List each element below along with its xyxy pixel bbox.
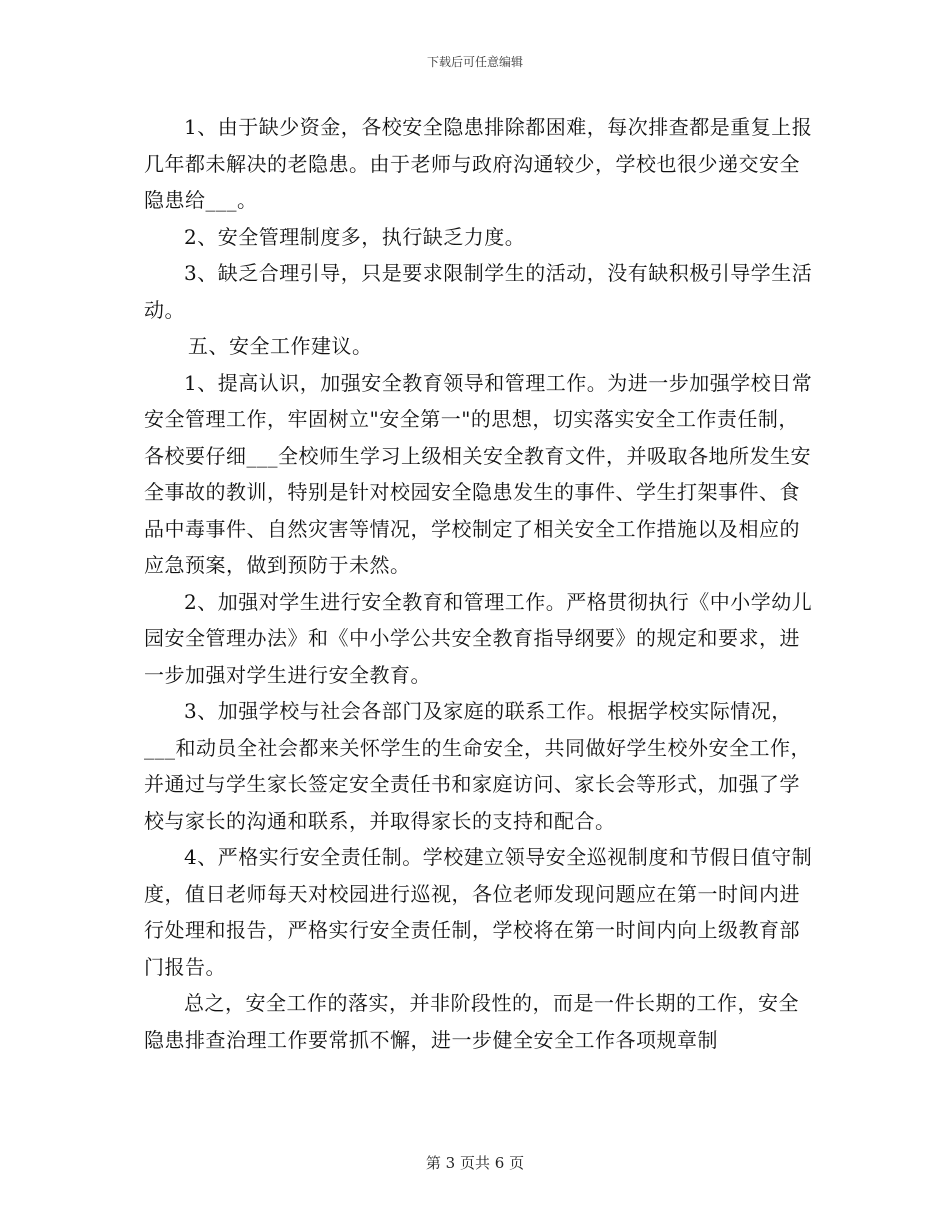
- paragraph: 1、由于缺少资金，各校安全隐患排除都困难，每次排查都是重复上报几年都未解决的老隐患。由于老师与政府沟通较少，学校也很少递交安全隐患给___。: [144, 115, 813, 212]
- document-body: [144, 109, 814, 1058]
- paragraph: 总之，安全工作的落实，并非阶段性的，而是一件长期的工作，安全隐患排查治理工作要常抓不懈，进一步健全安全工作各项规章制: [144, 991, 799, 1052]
- section-heading: 五、安全工作建议。: [188, 334, 373, 358]
- paragraph: 3、加强学校与社会各部门及家庭的联系工作。根据学校实际情况，___和动员全社会都来关怀学生的生命安全，共同做好学生校外安全工作，并通过与学生家长签定安全责任书和家庭访问、家长会等形式，加强了学校与家长的沟通和联系，并取得家长的支持和配合。: [144, 699, 811, 833]
- page-header: 下载后可任意编辑: [426, 55, 523, 69]
- paragraph: 4、严格实行安全责任制。学校建立领导安全巡视制度和节假日值守制度，值日老师每天对校园进行巡视，各位老师发现问题应在第一时间内进行处理和报告，严格实行安全责任制，学校将在第一时间内向上级教育部门报告。: [144, 845, 813, 979]
- paragraph: 2、安全管理制度多，执行缺乏力度。: [184, 224, 526, 249]
- paragraph: 2、加强对学生进行安全教育和管理工作。严格贯彻执行《中小学幼儿园安全管理办法》和《中小学公共安全教育指导纲要》的规定和要求，进一步加强对学生进行安全教育。: [144, 589, 813, 687]
- paragraph: 1、提高认识，加强安全教育领导和管理工作。为进一步加强学校日常安全管理工作，牢固树立"安全第一"的思想，切实落实安全工作责任制，各校要仔细___全校师生学习上级相关安全教育文件，并吸取各地所发生安全事故的教训，特别是针对校园安全隐患发生的事件、学生打架事件、食品中毒事件、自然灾害等情况，学校制定了相关安全工作措施以及相应的应急预案，做到预防于未然。: [144, 370, 813, 577]
- page-footer: 第 3 页共 6 页: [425, 1154, 525, 1172]
- paragraph: 3、缺乏合理引导，只是要求限制学生的活动，没有缺积极引导学生活动。: [144, 261, 813, 322]
